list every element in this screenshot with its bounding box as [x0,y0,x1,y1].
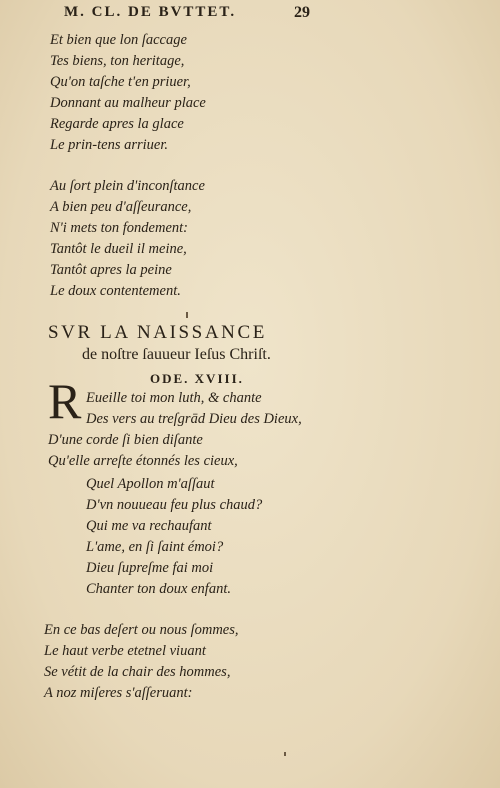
poem-subtitle: de noſtre ſauueur Ieſus Chriſt. [82,346,271,363]
verse-line: N'i mets ton fondement: [50,220,189,236]
verse-line: Tantôt apres la peine [50,262,172,278]
ink-mark [186,312,188,318]
verse-line: Tes biens, ton heritage, [50,53,185,69]
verse-line: Des vers au treſgrād Dieu des Dieux, [86,411,302,427]
verse-line: Le haut verbe etetnel viuant [44,643,206,659]
stanza-5 [44,620,239,704]
drop-capital: R [48,373,82,429]
verse-line: Eueille toi mon luth, & chante [86,390,262,406]
verse-line: A bien peu d'aſſeurance, [50,199,192,215]
poem-title: SVR LA NAISSANCE [48,322,267,343]
verse-line: D'vn nouueau feu plus chaud? [86,497,263,513]
verse-line: En ce bas deſert ou nous ſommes, [44,622,239,638]
running-head: M. CL. DE BVTTET. [64,4,237,20]
stanza-1 [50,30,206,156]
verse-line: Qu'on taſche t'en priuer, [50,74,191,90]
stanza-3 [48,430,238,472]
verse-line: L'ame, en ſi ſaint émoi? [86,539,224,555]
verse-line: Regarde apres la glace [50,116,184,132]
verse-line: Qui me va rechaufant [86,518,212,534]
ode-number: ODE. XVIII. [150,371,244,386]
verse-line: Et bien que lon ſaccage [50,32,187,48]
verse-line: Quel Apollon m'aſſaut [86,476,215,492]
verse-line: Dieu ſupreſme fai moi [86,560,214,576]
verse-line: D'une corde ſi bien diſante [48,432,203,448]
verse-line: Le prin-tens arriuer. [50,137,169,153]
verse-line: Au ſort plein d'inconſtance [50,178,205,194]
ode-opening [86,388,302,430]
stanza-4 [86,474,262,600]
verse-line: Chanter ton doux enfant. [86,581,231,597]
verse-line: A noz miſeres s'aſſeruant: [44,685,193,701]
verse-line: Tantôt le dueil il meine, [50,241,187,257]
verse-line: Donnant au malheur place [50,95,206,111]
page-number: 29 [294,4,310,21]
ink-mark [284,752,286,756]
verse-line: Se vétit de la chair des hommes, [44,664,231,680]
verse-line: Le doux contentement. [50,283,181,299]
stanza-2 [50,176,205,302]
verse-line: Qu'elle arreſte étonnés les cieux, [48,453,238,469]
